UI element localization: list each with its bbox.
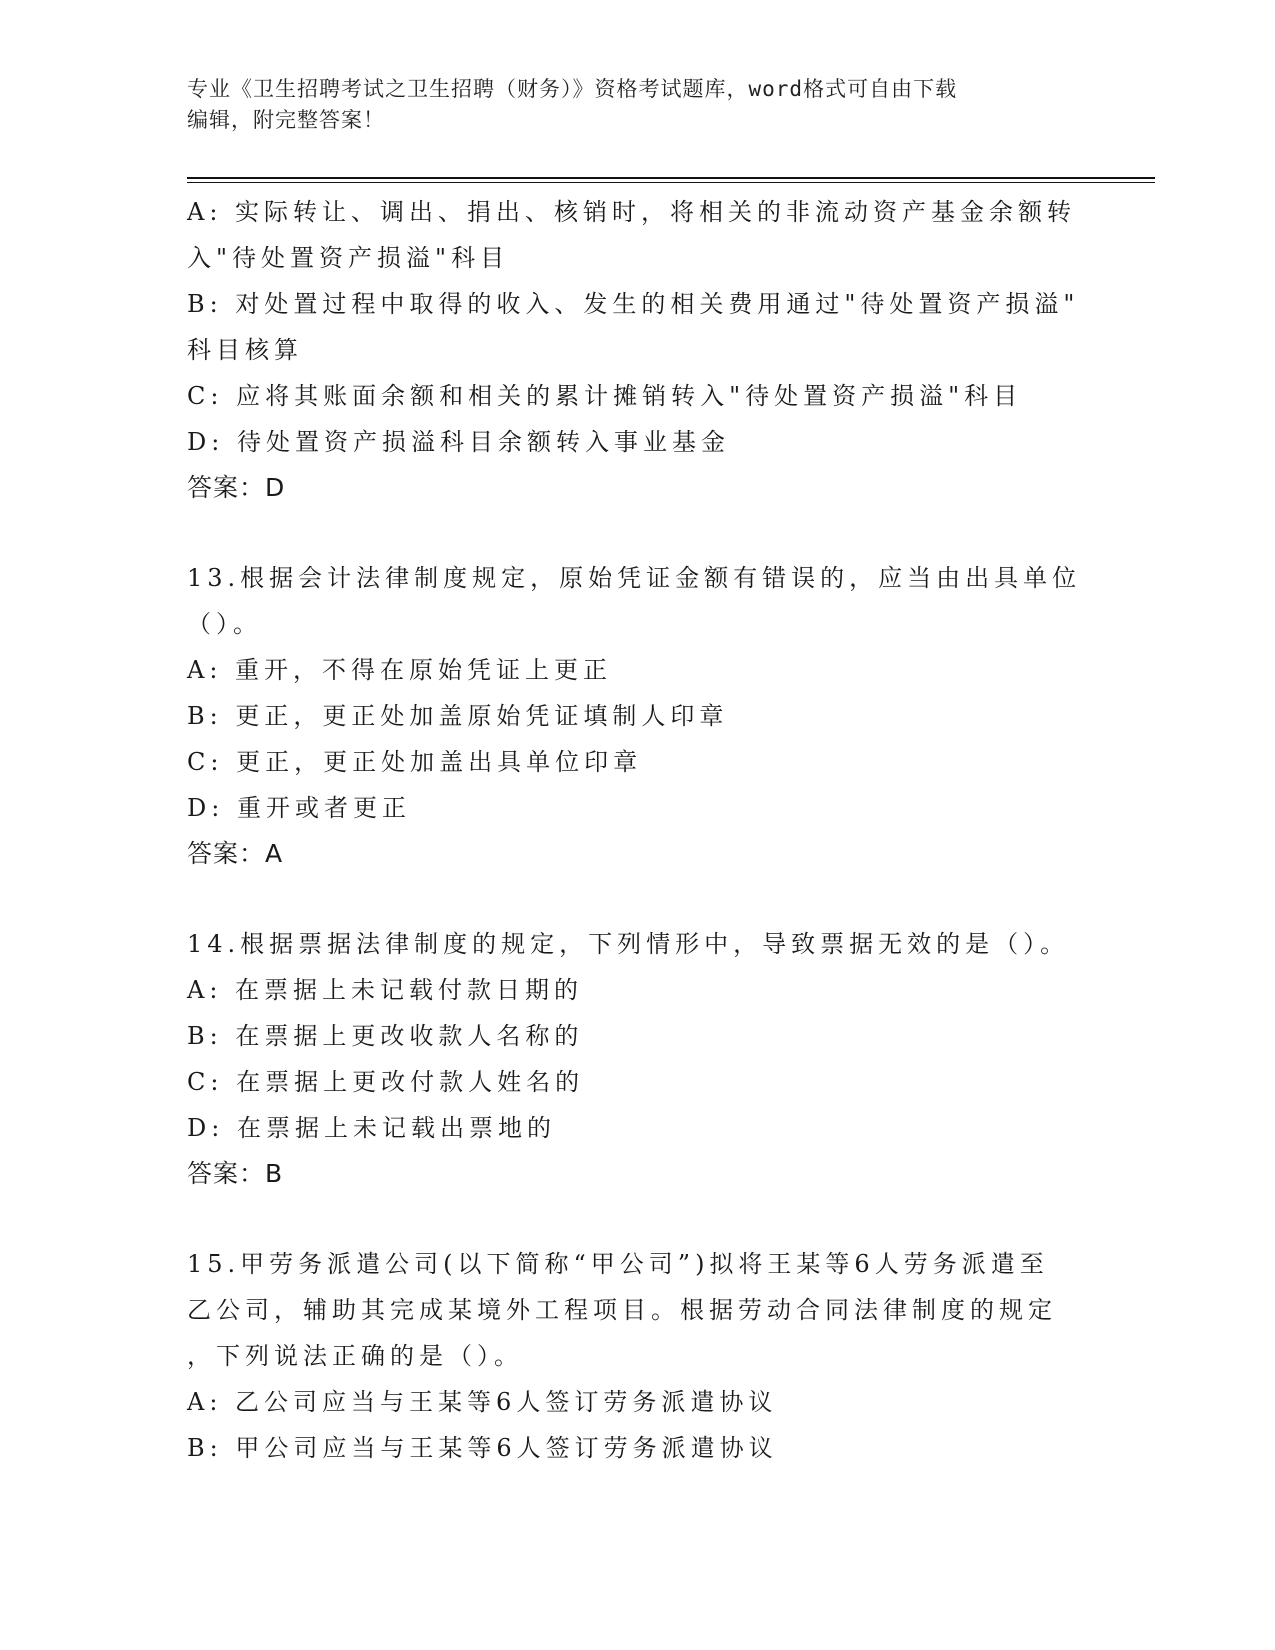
option-b: B: 更正，更正处加盖原始凭证填制人印章	[187, 702, 729, 730]
answer-label: 答案：D	[187, 473, 286, 502]
header-line-2: 编辑，附完整答案！	[187, 108, 385, 132]
question-stem: 14.根据票据法律制度的规定，下列情形中，导致票据无效的是（）。	[187, 930, 1070, 958]
question-stem-line-1: 13.根据会计法律制度规定，原始凭证金额有错误的，应当由出具单位	[187, 564, 1082, 592]
question-12-options	[187, 189, 1087, 511]
option-d: D: 重开或者更正	[187, 794, 411, 822]
question-stem-line-2: 乙公司，辅助其完成某境外工程项目。根据劳动合同法律制度的规定	[187, 1296, 1057, 1324]
option-a-line-2: 入"待处置资产损溢"科目	[187, 244, 510, 272]
question-13	[187, 555, 1087, 877]
option-a: A: 在票据上未记载付款日期的	[187, 976, 584, 1004]
header-divider-thin	[187, 182, 1155, 183]
spacer	[187, 511, 1087, 555]
header-line-1: 专业《卫生招聘考试之卫生招聘（财务）》资格考试题库，word格式可自由下载	[187, 77, 958, 101]
option-b: B: 在票据上更改收款人名称的	[187, 1022, 584, 1050]
option-b-line-2: 科目核算	[187, 336, 303, 364]
option-a: A: 乙公司应当与王某等6人签订劳务派遣协议	[187, 1388, 778, 1416]
option-d: D: 在票据上未记载出票地的	[187, 1114, 556, 1142]
option-c: C: 在票据上更改付款人姓名的	[187, 1068, 585, 1096]
option-a-line-1: A: 实际转让、调出、捐出、核销时，将相关的非流动资产基金余额转	[187, 198, 1077, 226]
option-b: B: 甲公司应当与王某等6人签订劳务派遣协议	[187, 1434, 778, 1462]
option-c: C: 更正，更正处加盖出具单位印章	[187, 748, 643, 776]
header-divider-thick	[187, 177, 1155, 179]
question-stem-line-1: 15.甲劳务派遣公司(以下简称“甲公司”)拟将王某等6人劳务派遣至	[187, 1250, 1049, 1278]
spacer	[187, 1197, 1087, 1241]
option-d: D: 待处置资产损溢科目余额转入事业基金	[187, 428, 730, 456]
option-c: C: 应将其账面余额和相关的累计摊销转入"待处置资产损溢"科目	[187, 382, 1023, 410]
question-14	[187, 921, 1087, 1197]
option-a: A: 重开，不得在原始凭证上更正	[187, 656, 613, 684]
spacer	[187, 877, 1087, 921]
question-stem-line-2: （）。	[187, 610, 262, 638]
question-15	[187, 1241, 1087, 1471]
question-stem-line-3: ，下列说法正确的是（）。	[187, 1342, 523, 1370]
question-list	[187, 189, 1087, 1471]
answer-label: 答案：A	[187, 839, 284, 868]
option-b-line-1: B: 对处置过程中取得的收入、发生的相关费用通过"待处置资产损溢"	[187, 290, 1080, 318]
document-header	[187, 74, 1067, 136]
answer-label: 答案：B	[187, 1159, 284, 1188]
